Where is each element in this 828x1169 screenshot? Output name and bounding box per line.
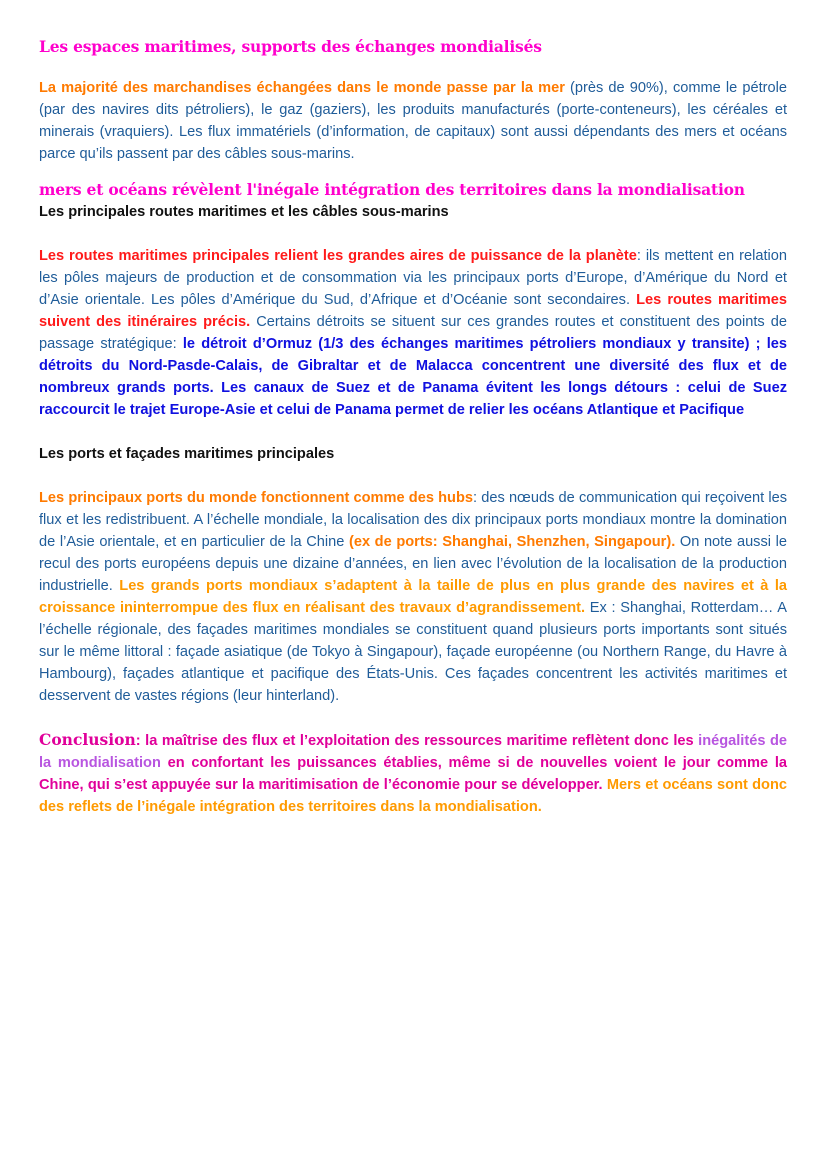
ports-subheading: Les ports et façades maritimes principales [39, 446, 335, 462]
conclusion-label: Conclusion [39, 730, 136, 749]
ports-text-2: On note aussi le recul des ports européens depuis une dizaine d’années, en lien avec l’évolution de la localisation de la production industrielle. [39, 534, 787, 594]
routes-detroits: le détroit d’Ormuz (1/3 des échanges maritimes pétroliers mondiaux y transite) ; les détroits du Nord-Pasde-Calais, de Gibraltar et de Malacca concentrent une diversité des flux et de nombreux grands ports. Les canaux de Suez et de Panama évitent les longs détours : celui de Suez raccourcit le trajet Europe-Asie et celui de Panama permet de relier les océans Atlantique et Pacifique [39, 336, 788, 418]
ports-paragraph [39, 487, 787, 707]
ports-text-1: : des nœuds de communication qui reçoivent les flux et les redistribuent. A l’échelle mondiale, la localisation des dix principaux ports mondiaux montre la domination de l’Asie orientale, et en particulier de la Chine [39, 490, 787, 550]
ports-highlight: Les grands ports mondiaux s’adaptent à la taille de plus en plus grande des navires et à la croissance ininterrompue des flux en réalisant des travaux d’agrandissement. [39, 578, 788, 616]
intro-lead: La majorité des marchandises échangées dans le monde passe par la mer [39, 80, 565, 96]
intro-paragraph [39, 77, 787, 165]
routes-paragraph [39, 245, 787, 421]
page-title: Les espaces maritimes, supports des échanges mondialisés [39, 37, 542, 56]
ports-text-3: Ex : Shanghai, Rotterdam… A l’échelle régionale, des façades maritimes mondiales se constituent quand plusieurs ports importants sont situés sur le même littoral : façade asiatique (de Tokyo à Singapour), façade européenne (ou Northern Range, du Havre à Hambourg), façades atlantique et pacifique des États-Unis. Ces façades concentrent les activités maritimes et desservent de vastes régions (leur hinterland). [39, 600, 787, 704]
intro-text: (près de 90%), comme le pétrole (par des navires dits pétroliers), le gaz (gaziers), les produits manufacturés (porte-conteneurs), les céréales et minerais (vraquiers). Les flux immatériels (d’information, de capitaux) sont aussi dépendants des mers et océans parce qu’ils passent par des câbles sous-marins. [39, 80, 787, 162]
conclusion-part-2: inégalités de la mondialisation [39, 733, 788, 771]
conclusion-part-3: en confortant les puissances établies, même si de nouvelles voient le jour comme la Chine, qui s’est appuyée sur la maritimisation de l’économie pour se développer. [39, 755, 787, 793]
conclusion-part-4: Mers et océans sont donc des reflets de l’inégale intégration des territoires dans la mondialisation. [39, 777, 787, 815]
ports-lead: Les principaux ports du monde fonctionnent comme des hubs [39, 490, 473, 506]
routes-subheading: Les principales routes maritimes et les câbles sous-marins [39, 204, 449, 220]
section-title: mers et océans révèlent l'inégale intégration des territoires dans la mondialisation [39, 180, 745, 199]
routes-highlight: Les routes maritimes suivent des itinéraires précis. [39, 292, 787, 330]
conclusion-part-1: : la maîtrise des flux et l’exploitation des ressources maritime reflètent donc les [135, 733, 699, 749]
document-page [39, 36, 787, 818]
routes-text-2: Certains détroits se situent sur ces grandes routes et constituent des points de passage stratégique: [39, 314, 788, 352]
conclusion-paragraph [39, 729, 787, 818]
routes-text-1: : ils mettent en relation les pôles majeurs de production et de consommation via les principaux ports d’Europe, d’Amérique du Nord et d’Asie orientale. Les pôles d’Amérique du Sud, d’Afrique et d’Océanie sont secondaires. [39, 248, 787, 308]
routes-lead: Les routes maritimes principales relient les grandes aires de puissance de la planète [39, 248, 637, 264]
ports-examples: (ex de ports: Shanghai, Shenzhen, Singapour). [348, 534, 676, 550]
